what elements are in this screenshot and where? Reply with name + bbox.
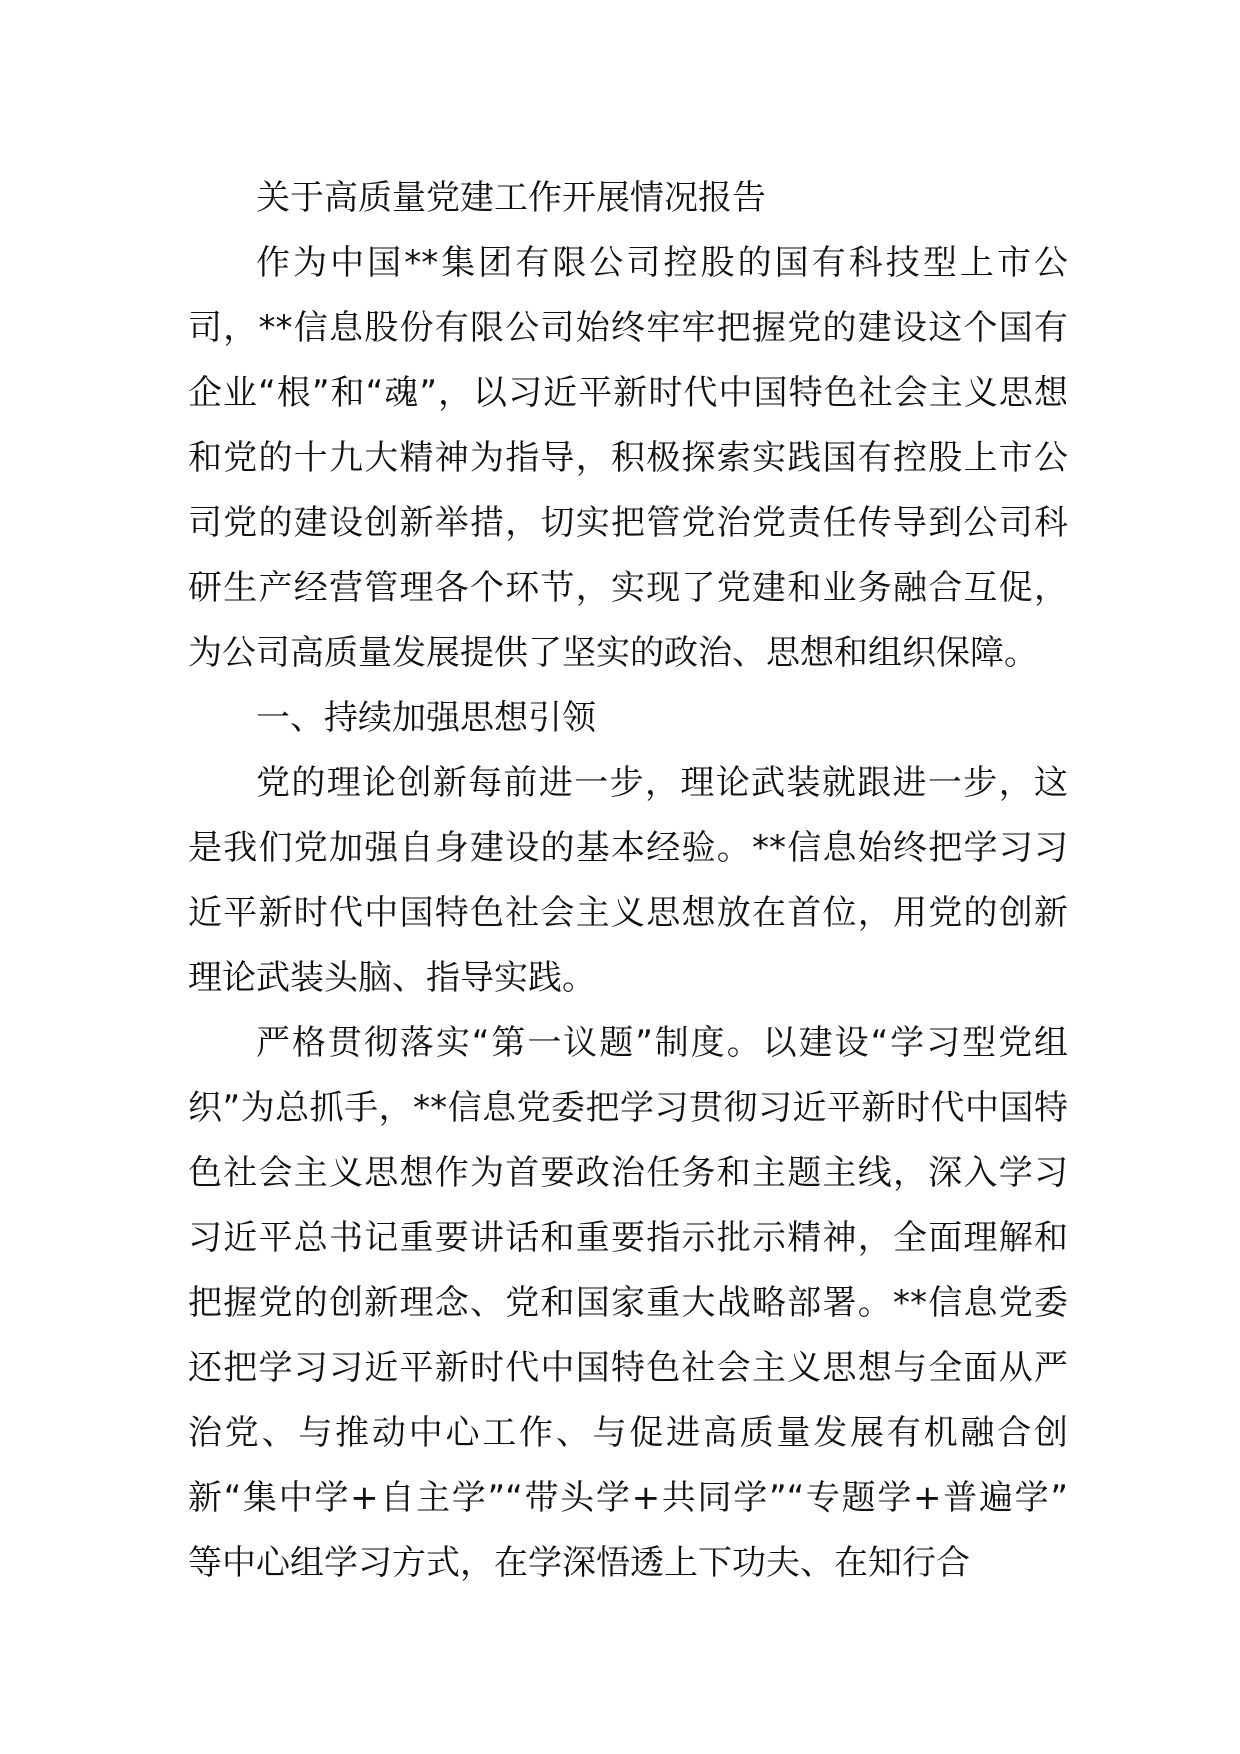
intro-paragraph: 作为中国**集团有限公司控股的国有科技型上市公司，**信息股份有限公司始终牢牢把握党的建设这个国有企业“根”和“魂”，以习近平新时代中国特色社会主义思想和党的十九大精神为指导，积极探索实践国有控股上市公司党的建设创新举措，切实把管党治党责任传导到公司科研生产经营管理各个环节，实现了党建和业务融合互促，为公司高质量发展提供了坚实的政治、思想和组织保障。 (188, 243, 1068, 673)
document-title: 关于高质量党建工作开展情况报告 (256, 178, 766, 218)
section1-paragraph-2: 严格贯彻落实“第一议题”制度。以建设“学习型党组织”为总抓手，**信息党委把学习贯彻习近平新时代中国特色社会主义思想作为首要政治任务和主题主线，深入学习习近平总书记重要讲话和重要指示批示精神，全面理解和把握党的创新理念、党和国家重大战略部署。**信息党委还把学习习近平新时代中国特色社会主义思想与全面从严治党、与推动中心工作、与促进高质量发展有机融合创新“集中学+自主学”“带头学+共同学”“专题学+普遍学” 等中心组学习方式，在学深悟透上下功夫、在知行合 (188, 1023, 1068, 1583)
section1-paragraph-1: 党的理论创新每前进一步，理论武装就跟进一步，这是我们党加强自身建设的基本经验。**信息始终把学习习近平新时代中国特色社会主义思想放在首位，用党的创新理论武装头脑、指导实践。 (188, 763, 1068, 998)
document-body (188, 166, 1068, 1596)
section-heading-1: 一、持续加强思想引领 (256, 698, 596, 738)
